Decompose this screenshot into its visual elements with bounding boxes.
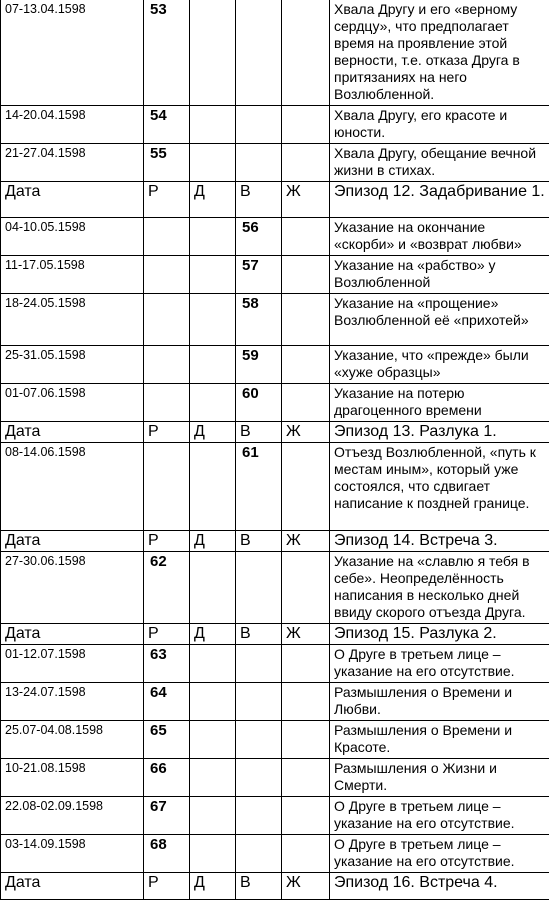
header-r-label: Р	[144, 873, 190, 900]
entry-date: 14-20.04.1598	[1, 106, 144, 144]
empty-cell	[190, 835, 236, 873]
empty-cell	[282, 721, 330, 759]
header-d-label: Д	[190, 422, 236, 443]
episode-header-row	[1, 182, 549, 218]
entry-date: 11-17.05.1598	[1, 256, 144, 294]
episode-header-row	[1, 624, 549, 645]
empty-cell	[282, 683, 330, 721]
empty-cell	[236, 797, 282, 835]
header-v-label: В	[236, 624, 282, 645]
empty-cell	[190, 683, 236, 721]
entry-date: 04-10.05.1598	[1, 218, 144, 256]
empty-cell	[190, 759, 236, 797]
empty-cell	[144, 218, 190, 256]
sonnet-number: 65	[144, 721, 190, 759]
table-row	[1, 645, 549, 683]
header-date-label: Дата	[1, 624, 144, 645]
episode-title: Эпизод 16. Встреча 4.	[330, 873, 549, 900]
entry-date: 21-27.04.1598	[1, 144, 144, 182]
entry-date: 18-24.05.1598	[1, 294, 144, 346]
sonnet-number: 63	[144, 645, 190, 683]
entry-description: Отъезд Возлюбленной, «путь к местам иным», который уже состоялся, что сдвигает написание к поздней границе.	[330, 443, 549, 531]
empty-cell	[236, 721, 282, 759]
entry-date: 01-07.06.1598	[1, 384, 144, 422]
table-row	[1, 835, 549, 873]
empty-cell	[190, 645, 236, 683]
empty-cell	[236, 144, 282, 182]
episode-title: Эпизод 13. Разлука 1.	[330, 422, 549, 443]
header-v-label: В	[236, 873, 282, 900]
entry-description: Указание на «прощение» Возлюбленной её «прихотей»	[330, 294, 549, 346]
empty-cell	[236, 835, 282, 873]
empty-cell	[190, 218, 236, 256]
sonnet-number: 62	[144, 552, 190, 624]
empty-cell	[236, 552, 282, 624]
empty-cell	[282, 0, 330, 106]
empty-cell	[282, 256, 330, 294]
table-row	[1, 384, 549, 422]
empty-cell	[190, 256, 236, 294]
entry-description: Размышления о Жизни и Смерти.	[330, 759, 549, 797]
entry-description: Указание на «славлю я тебя в себе». Неопределённость написания в несколько дней ввиду скорого отъезда Друга.	[330, 552, 549, 624]
entry-description: Хвала Другу, обещание вечной жизни в стихах.	[330, 144, 549, 182]
empty-cell	[282, 835, 330, 873]
empty-cell	[282, 346, 330, 384]
entry-date: 07-13.04.1598	[1, 0, 144, 106]
sonnet-number: 55	[144, 144, 190, 182]
header-r-label: Р	[144, 624, 190, 645]
empty-cell	[144, 346, 190, 384]
header-v-label: В	[236, 531, 282, 552]
header-date-label: Дата	[1, 873, 144, 900]
sonnet-number: 56	[236, 218, 282, 256]
episode-title: Эпизод 12. Задабривание 1.	[330, 182, 549, 218]
sonnet-number: 57	[236, 256, 282, 294]
entry-description: О Друге в третьем лице – указание на его отсутствие.	[330, 645, 549, 683]
sonnet-number: 61	[236, 443, 282, 531]
episode-header-row	[1, 873, 549, 900]
sonnet-number: 59	[236, 346, 282, 384]
entry-description: О Друге в третьем лице – указание на его отсутствие.	[330, 835, 549, 873]
empty-cell	[282, 759, 330, 797]
header-r-label: Р	[144, 422, 190, 443]
header-r-label: Р	[144, 182, 190, 218]
empty-cell	[190, 0, 236, 106]
header-zh-label: Ж	[282, 873, 330, 900]
sonnet-number: 58	[236, 294, 282, 346]
sonnet-number: 64	[144, 683, 190, 721]
header-zh-label: Ж	[282, 422, 330, 443]
table-row	[1, 797, 549, 835]
table-row	[1, 106, 549, 144]
empty-cell	[144, 443, 190, 531]
table-row	[1, 759, 549, 797]
entry-date: 13-24.07.1598	[1, 683, 144, 721]
empty-cell	[190, 144, 236, 182]
header-r-label: Р	[144, 531, 190, 552]
sonnet-number: 60	[236, 384, 282, 422]
entry-date: 03-14.09.1598	[1, 835, 144, 873]
entry-date: 25.07-04.08.1598	[1, 721, 144, 759]
header-v-label: В	[236, 422, 282, 443]
empty-cell	[190, 552, 236, 624]
sonnet-number: 67	[144, 797, 190, 835]
sonnet-number: 54	[144, 106, 190, 144]
empty-cell	[236, 759, 282, 797]
sonnet-number: 66	[144, 759, 190, 797]
episode-header-row	[1, 531, 549, 552]
entry-date: 25-31.05.1598	[1, 346, 144, 384]
entry-description: Указание на окончание «скорби» и «возврат любви»	[330, 218, 549, 256]
empty-cell	[282, 144, 330, 182]
table-row	[1, 144, 549, 182]
header-zh-label: Ж	[282, 624, 330, 645]
header-date-label: Дата	[1, 422, 144, 443]
empty-cell	[190, 384, 236, 422]
empty-cell	[236, 0, 282, 106]
empty-cell	[144, 256, 190, 294]
entry-date: 08-14.06.1598	[1, 443, 144, 531]
entry-date: 27-30.06.1598	[1, 552, 144, 624]
empty-cell	[282, 552, 330, 624]
empty-cell	[190, 721, 236, 759]
sonnet-number: 68	[144, 835, 190, 873]
entry-description: Указание на «рабство» у Возлюбленной	[330, 256, 549, 294]
header-d-label: Д	[190, 182, 236, 218]
entry-description: Указание на потерю драгоценного времени	[330, 384, 549, 422]
episode-title: Эпизод 14. Встреча 3.	[330, 531, 549, 552]
header-date-label: Дата	[1, 182, 144, 218]
table-row	[1, 346, 549, 384]
header-zh-label: Ж	[282, 531, 330, 552]
table-row	[1, 218, 549, 256]
header-d-label: Д	[190, 531, 236, 552]
sonnet-number: 53	[144, 0, 190, 106]
empty-cell	[282, 797, 330, 835]
episode-title: Эпизод 15. Разлука 2.	[330, 624, 549, 645]
empty-cell	[236, 683, 282, 721]
empty-cell	[190, 797, 236, 835]
header-d-label: Д	[190, 873, 236, 900]
entry-date: 22.08-02.09.1598	[1, 797, 144, 835]
table-row	[1, 0, 549, 106]
empty-cell	[282, 218, 330, 256]
header-zh-label: Ж	[282, 182, 330, 218]
table-body	[1, 0, 549, 900]
entry-description: Хвала Другу и его «верному сердцу», что предполагает время на проявление этой верности, т.е. отказа Друга в притязаниях на него Возлюбленной.	[330, 0, 549, 106]
entry-description: О Друге в третьем лице – указание на его отсутствие.	[330, 797, 549, 835]
table-row	[1, 552, 549, 624]
empty-cell	[144, 384, 190, 422]
empty-cell	[282, 384, 330, 422]
empty-cell	[282, 443, 330, 531]
empty-cell	[144, 294, 190, 346]
empty-cell	[236, 645, 282, 683]
table-row	[1, 294, 549, 346]
entry-date: 10-21.08.1598	[1, 759, 144, 797]
header-d-label: Д	[190, 624, 236, 645]
empty-cell	[236, 106, 282, 144]
empty-cell	[190, 346, 236, 384]
empty-cell	[282, 645, 330, 683]
table-row	[1, 256, 549, 294]
empty-cell	[190, 294, 236, 346]
empty-cell	[282, 294, 330, 346]
entry-description: Хвала Другу, его красоте и юности.	[330, 106, 549, 144]
empty-cell	[282, 106, 330, 144]
table-row	[1, 683, 549, 721]
table-row	[1, 721, 549, 759]
entry-description: Указание, что «прежде» были «хуже образцы»	[330, 346, 549, 384]
entry-description: Размышления о Времени и Любви.	[330, 683, 549, 721]
header-v-label: В	[236, 182, 282, 218]
entry-date: 01-12.07.1598	[1, 645, 144, 683]
episode-header-row	[1, 422, 549, 443]
header-date-label: Дата	[1, 531, 144, 552]
empty-cell	[190, 443, 236, 531]
empty-cell	[190, 106, 236, 144]
entry-description: Размышления о Времени и Красоте.	[330, 721, 549, 759]
table-row	[1, 443, 549, 531]
